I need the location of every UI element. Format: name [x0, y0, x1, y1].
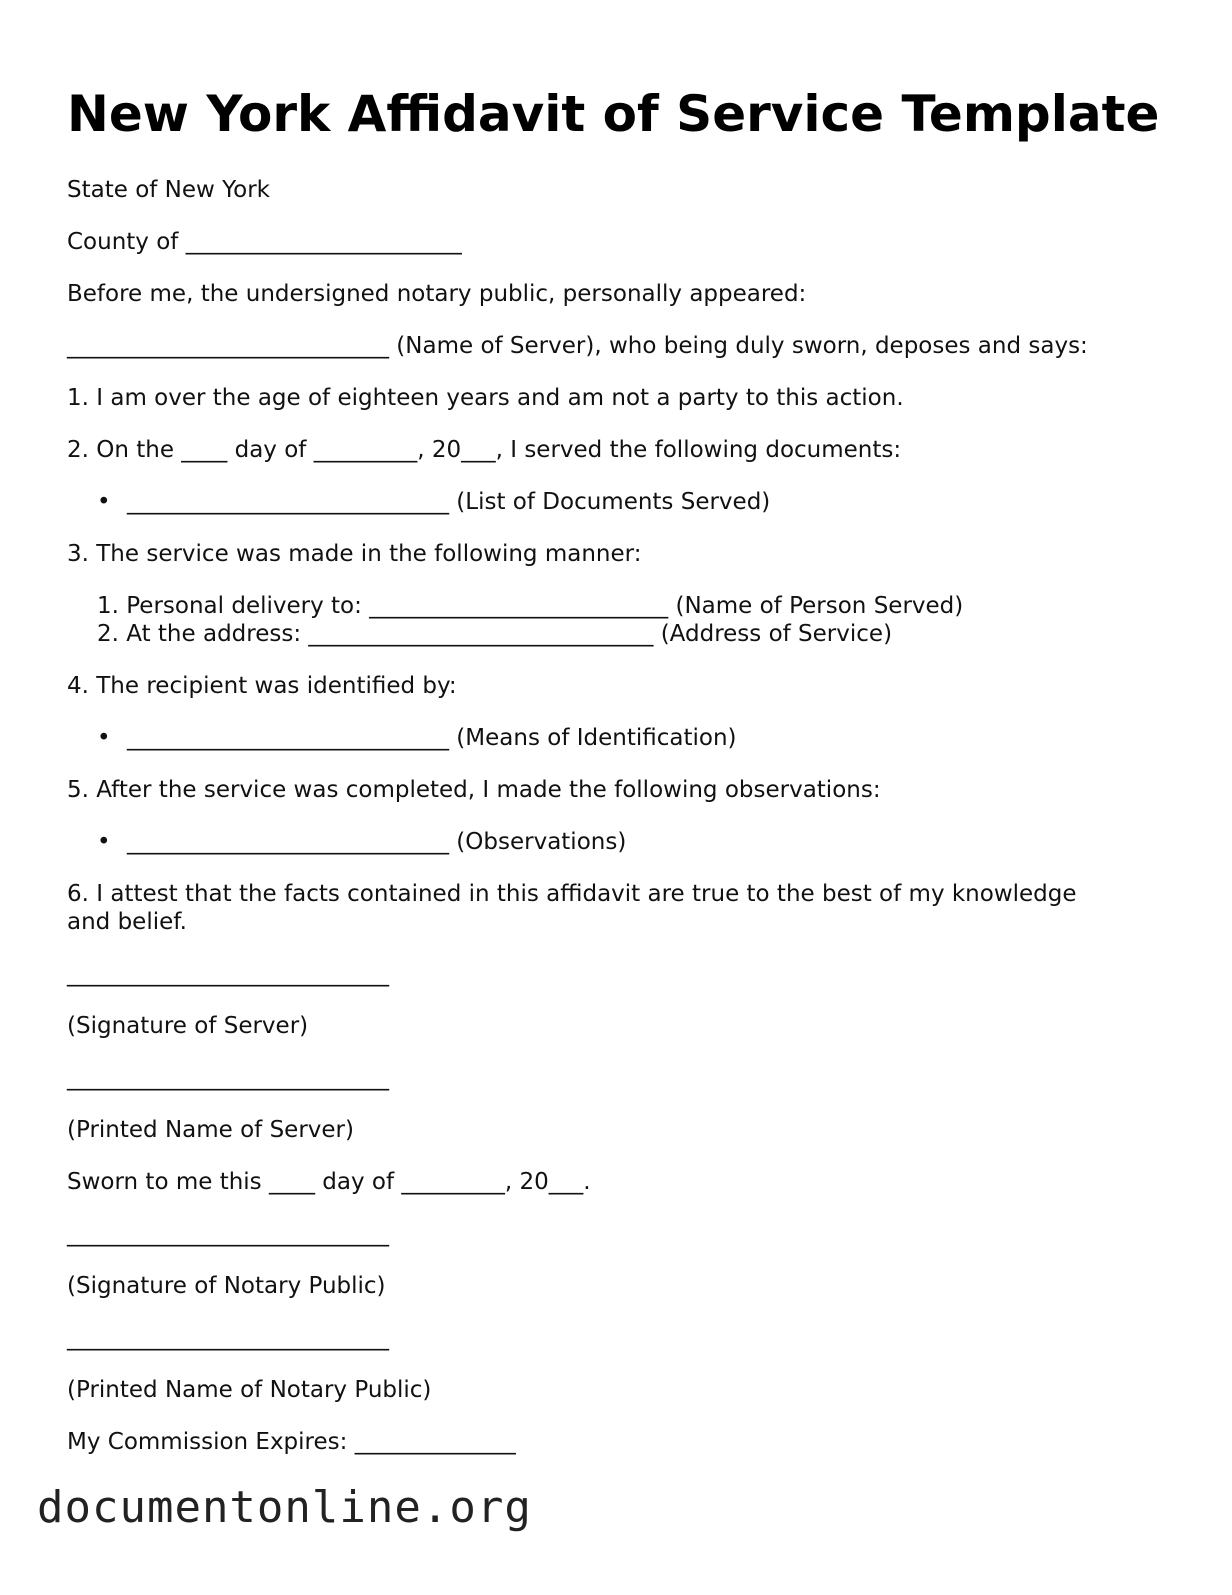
documents-served-line: ____________________________ (List of Documents Served): [127, 489, 771, 515]
server-printed-blank: ____________________________: [67, 1065, 389, 1091]
notary-printed-blank: ____________________________: [67, 1325, 389, 1351]
county-line: County of ________________________: [67, 229, 462, 255]
item-3-sub-1: 1. Personal delivery to: __________________________ (Name of Person Served): [97, 593, 964, 619]
server-name-line: ____________________________ (Name of Server), who being duly sworn, deposes and says:: [67, 333, 1088, 359]
server-printed-label: (Printed Name of Server): [67, 1117, 354, 1143]
notary-signature-label: (Signature of Notary Public): [67, 1273, 386, 1299]
item-3: 3. The service was made in the following manner:: [67, 541, 642, 567]
bullet-icon: •: [97, 725, 111, 751]
bullet-icon: •: [97, 489, 111, 515]
state-line: State of New York: [67, 177, 270, 203]
server-signature-label: (Signature of Server): [67, 1013, 309, 1039]
identification-line: ____________________________ (Means of Identification): [127, 725, 737, 751]
server-signature-blank: ____________________________: [67, 961, 389, 987]
notary-printed-label: (Printed Name of Notary Public): [67, 1377, 432, 1403]
notary-signature-blank: ____________________________: [67, 1221, 389, 1247]
documents-served-bullet: [97, 488, 770, 516]
commission-expires-line: My Commission Expires: ______________: [67, 1429, 516, 1455]
page-title: New York Affidavit of Service Template: [67, 85, 1160, 143]
observations-bullet: [97, 828, 626, 856]
item-6-line-1: 6. I attest that the facts contained in this affidavit are true to the best of my knowledge: [67, 881, 1077, 907]
bullet-icon: •: [97, 829, 111, 855]
item-1: 1. I am over the age of eighteen years and am not a party to this action.: [67, 385, 904, 411]
item-4: 4. The recipient was identified by:: [67, 673, 457, 699]
item-2: 2. On the ____ day of _________, 20___, I served the following documents:: [67, 437, 902, 463]
watermark: documentonline.org: [37, 1482, 532, 1533]
intro-line: Before me, the undersigned notary public, personally appeared:: [67, 281, 807, 307]
item-6-line-2: and belief.: [67, 909, 187, 935]
identification-bullet: [97, 724, 737, 752]
observations-line: ____________________________ (Observations): [127, 829, 627, 855]
sworn-line: Sworn to me this ____ day of _________, 20___.: [67, 1169, 591, 1195]
item-3-sub-2: 2. At the address: ______________________________ (Address of Service): [97, 621, 893, 647]
item-5: 5. After the service was completed, I made the following observations:: [67, 777, 881, 803]
